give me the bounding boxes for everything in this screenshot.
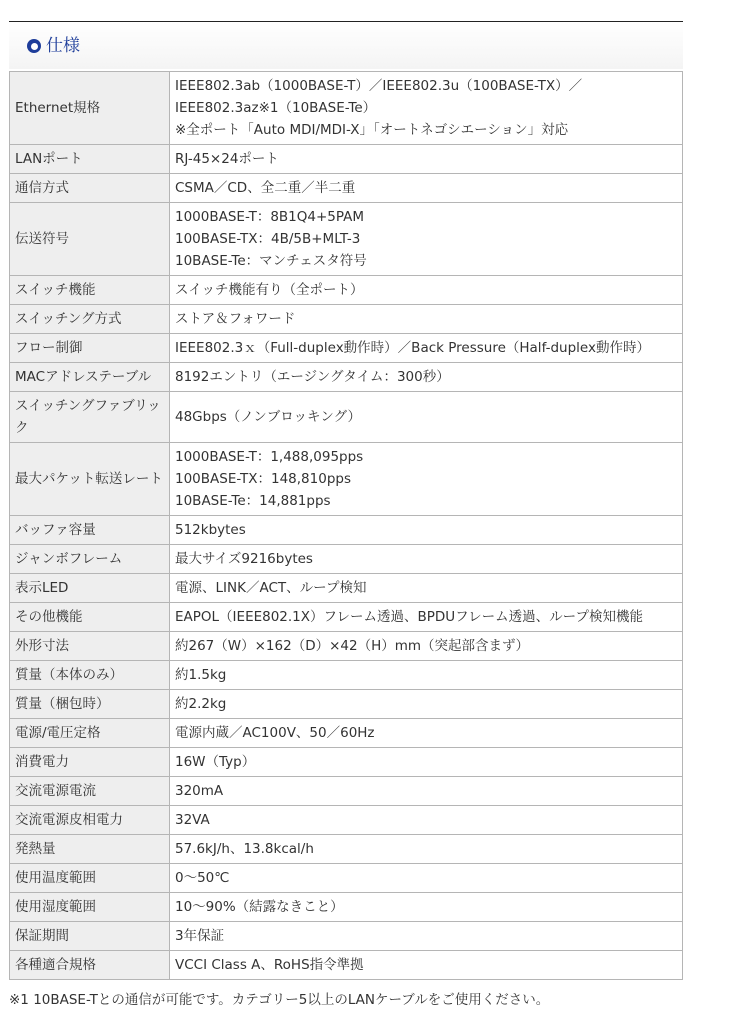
spec-value-line: 約2.2kg xyxy=(175,696,227,712)
spec-label: LANポート xyxy=(10,145,170,174)
spec-label: 交流電源電流 xyxy=(10,777,170,806)
spec-value-line: 0～50℃ xyxy=(175,870,230,886)
circle-bullet-icon xyxy=(27,39,41,53)
spec-label: 表示LED xyxy=(10,574,170,603)
spec-value xyxy=(170,203,683,276)
spec-value-line: 100BASE-TX：148,810pps xyxy=(175,471,351,487)
spec-row xyxy=(10,864,683,893)
section-heading xyxy=(9,21,683,69)
spec-label: 使用温度範囲 xyxy=(10,864,170,893)
spec-row xyxy=(10,545,683,574)
spec-value-line: 約267（W）×162（D）×42（H）mm（突起部含まず） xyxy=(175,638,530,654)
spec-row xyxy=(10,748,683,777)
spec-value xyxy=(170,690,683,719)
spec-row xyxy=(10,276,683,305)
spec-value-line: 電源、LINK／ACT、ループ検知 xyxy=(175,580,367,596)
spec-value-line: 8192エントリ（エージングタイム：300秒） xyxy=(175,369,450,385)
spec-value xyxy=(170,951,683,980)
spec-label: 外形寸法 xyxy=(10,632,170,661)
spec-value xyxy=(170,719,683,748)
spec-row xyxy=(10,443,683,516)
spec-value-line: 10BASE-Te：14,881pps xyxy=(175,493,331,509)
spec-value xyxy=(170,748,683,777)
spec-label: 保証期間 xyxy=(10,922,170,951)
spec-label: 伝送符号 xyxy=(10,203,170,276)
spec-value-line: 電源内蔵／AC100V、50／60Hz xyxy=(175,725,375,741)
spec-value-line: 約1.5kg xyxy=(175,667,227,683)
spec-value-line: IEEE802.3az※1（10BASE-Te） xyxy=(175,100,377,116)
spec-value-line: 1000BASE-T：8B1Q4+5PAM xyxy=(175,209,365,225)
spec-table-body xyxy=(10,72,683,980)
spec-value xyxy=(170,777,683,806)
spec-label: 各種適合規格 xyxy=(10,951,170,980)
spec-label: ジャンボフレーム xyxy=(10,545,170,574)
footnote: ※1 10BASE-Tとの通信が可能です。カテゴリー5以上のLANケーブルをご使用ください。 xyxy=(9,992,550,1008)
spec-row xyxy=(10,174,683,203)
spec-label: 発熱量 xyxy=(10,835,170,864)
spec-label: 最大パケット転送レート xyxy=(10,443,170,516)
spec-value-line: IEEE802.3ｘ（Full-duplex動作時）／Back Pressure（Half-duplex動作時） xyxy=(175,340,650,356)
spec-value xyxy=(170,922,683,951)
section-title: 仕様 xyxy=(46,36,80,56)
spec-row xyxy=(10,835,683,864)
spec-row xyxy=(10,806,683,835)
spec-label: 質量（梱包時） xyxy=(10,690,170,719)
spec-row xyxy=(10,392,683,443)
spec-label: その他機能 xyxy=(10,603,170,632)
spec-label: 質量（本体のみ） xyxy=(10,661,170,690)
spec-row xyxy=(10,632,683,661)
spec-value-line: 1000BASE-T：1,488,095pps xyxy=(175,449,364,465)
spec-row xyxy=(10,719,683,748)
spec-value-line: 512kbytes xyxy=(175,522,246,538)
spec-label: スイッチ機能 xyxy=(10,276,170,305)
spec-value-line: 最大サイズ9216bytes xyxy=(175,551,313,567)
spec-row xyxy=(10,363,683,392)
spec-value xyxy=(170,806,683,835)
spec-label: 交流電源皮相電力 xyxy=(10,806,170,835)
spec-value-line: 100BASE-TX：4B/5B+MLT-3 xyxy=(175,231,361,247)
spec-value-line: ※全ポート「Auto MDI/MDI-X」「オートネゴシエーション」対応 xyxy=(175,122,569,138)
spec-label: スイッチング方式 xyxy=(10,305,170,334)
spec-label: Ethernet規格 xyxy=(10,72,170,145)
spec-row xyxy=(10,334,683,363)
spec-label: スイッチングファブリック xyxy=(10,392,170,443)
spec-value-line: ストア＆フォワード xyxy=(175,311,296,327)
spec-value xyxy=(170,443,683,516)
spec-value-line: 57.6kJ/h、13.8kcal/h xyxy=(175,841,314,857)
spec-label: 電源/電圧定格 xyxy=(10,719,170,748)
spec-value xyxy=(170,174,683,203)
spec-row xyxy=(10,145,683,174)
spec-value-line: IEEE802.3ab（1000BASE-T）／IEEE802.3u（100BASE-TX）／ xyxy=(175,78,583,94)
spec-value xyxy=(170,632,683,661)
spec-value-line: EAPOL（IEEE802.1X）フレーム透過、BPDUフレーム透過、ループ検知機能 xyxy=(175,609,643,625)
spec-row xyxy=(10,603,683,632)
spec-row xyxy=(10,893,683,922)
spec-label: バッファ容量 xyxy=(10,516,170,545)
spec-value-line: スイッチ機能有り（全ポート） xyxy=(175,282,364,298)
spec-value xyxy=(170,893,683,922)
spec-row xyxy=(10,203,683,276)
spec-value xyxy=(170,363,683,392)
spec-value xyxy=(170,603,683,632)
spec-value xyxy=(170,545,683,574)
spec-row xyxy=(10,777,683,806)
spec-value-line: 10～90%（結露なきこと） xyxy=(175,899,344,915)
spec-row xyxy=(10,951,683,980)
spec-value-line: RJ-45×24ポート xyxy=(175,151,279,167)
spec-value xyxy=(170,516,683,545)
spec-value xyxy=(170,661,683,690)
spec-table xyxy=(9,71,683,980)
spec-value xyxy=(170,305,683,334)
spec-value xyxy=(170,145,683,174)
spec-value xyxy=(170,276,683,305)
spec-value-line: VCCI Class A、RoHS指令準拠 xyxy=(175,957,364,973)
spec-row xyxy=(10,305,683,334)
spec-row xyxy=(10,922,683,951)
spec-row xyxy=(10,690,683,719)
spec-label: 使用湿度範囲 xyxy=(10,893,170,922)
spec-value-line: CSMA／CD、全二重／半二重 xyxy=(175,180,356,196)
spec-row xyxy=(10,574,683,603)
spec-value xyxy=(170,574,683,603)
spec-value-line: 48Gbps（ノンブロッキング） xyxy=(175,409,362,425)
spec-value xyxy=(170,835,683,864)
spec-value-line: 10BASE-Te：マンチェスタ符号 xyxy=(175,253,367,269)
spec-value-line: 16W（Typ） xyxy=(175,754,256,770)
spec-label: フロー制御 xyxy=(10,334,170,363)
spec-row xyxy=(10,516,683,545)
spec-value-line: 320mA xyxy=(175,783,224,799)
spec-value xyxy=(170,72,683,145)
spec-label: 消費電力 xyxy=(10,748,170,777)
spec-label: 通信方式 xyxy=(10,174,170,203)
spec-value xyxy=(170,864,683,893)
spec-row xyxy=(10,72,683,145)
spec-row xyxy=(10,661,683,690)
spec-value-line: 3年保証 xyxy=(175,928,225,944)
spec-value xyxy=(170,392,683,443)
spec-value xyxy=(170,334,683,363)
spec-value-line: 32VA xyxy=(175,812,210,828)
spec-label: MACアドレステーブル xyxy=(10,363,170,392)
